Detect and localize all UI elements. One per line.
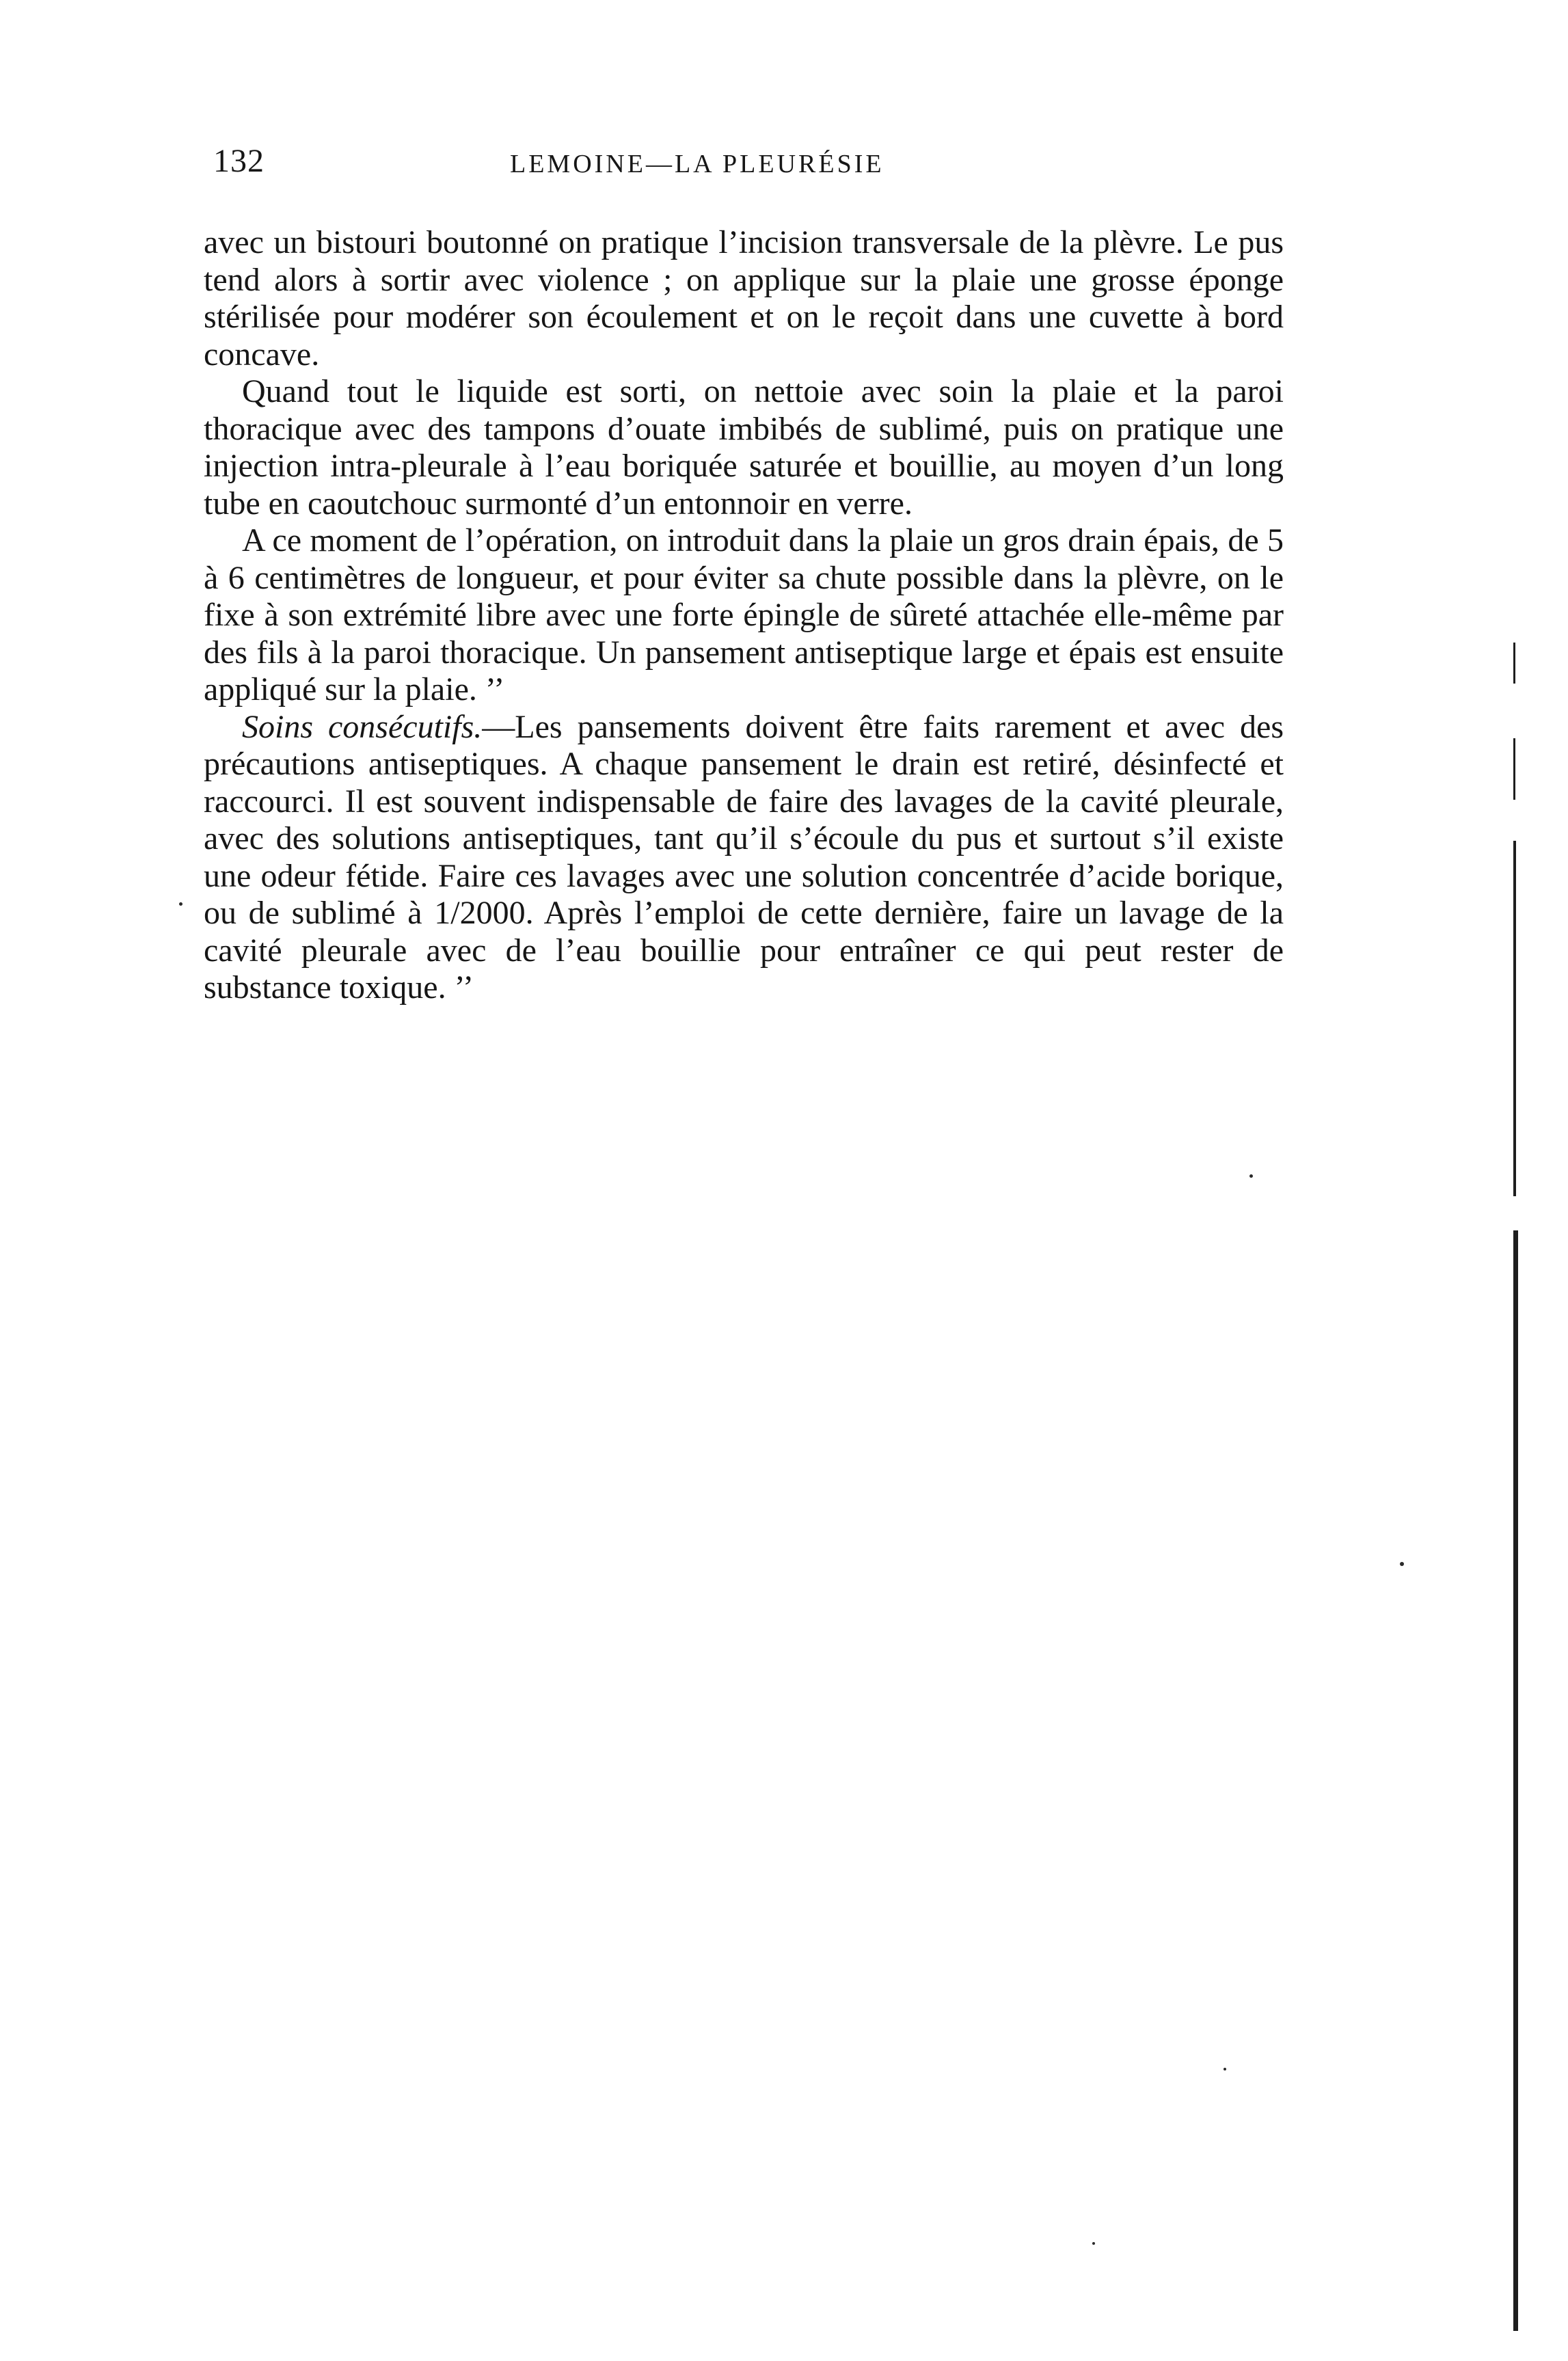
paragraph: A ce moment de l’opération, on introduit dans la plaie un gros drain épais, de 5 à 6 centimètres de longueur, et pour éviter sa chute possible dans la plèvre, on le fixe à son extrémité libre avec une forte épingle de sûreté attachée elle-même par des fils à la paroi thoracique. Un pansement antiseptique large et épais est ensuite appliqué sur la plaie. ’’ [204,522,1284,707]
paragraph-text: —Les pansements doivent être faits rarement et avec des précautions antiseptiques. A chaque pansement le drain est retiré, désinfecté et raccourci. Il est souvent indispensable de faire des lavages de la cavité pleurale, avec des solutions antiseptiques, tant qu’il s’écoule du pus et surtout s’il existe une odeur fétide. Faire ces lavages avec une solution concentrée d’acide borique, ou de sublimé à 1/2000. Après l’emploi de cette dernière, faire un lavage de la cavité pleurale avec de l’eau bouillie pour entraîner ce qui peut rester de substance toxique. ’’ [204,708,1284,1006]
scan-speck [1249,1174,1253,1178]
paragraph: avec un bistouri boutonné on pratique l’incision transversale de la plèvre. Le pus tend alors à sortir avec violence ; on applique sur la plaie une grosse éponge stérilisée pour modérer son écoulement et on le reçoit dans une cuvette à bord concave. [204,224,1284,373]
scan-edge-mark [1513,643,1515,684]
scan-speck [1400,1562,1404,1566]
running-head [204,142,1284,190]
scan-edge-mark [1513,1230,1518,2331]
scan-speck [179,902,183,906]
body-text [204,224,1284,1007]
scan-edge-mark [1513,738,1515,800]
section-lead-italic: Soins consécutifs. [242,708,483,745]
paragraph [204,709,1284,1007]
running-head-title: LEMOINE—LA PLEURÉSIE [510,150,884,178]
scan-speck [1224,2068,1226,2070]
paragraph: Quand tout le liquide est sorti, on nettoie avec soin la plaie et la paroi thoracique avec des tampons d’ouate imbibés de sublimé, puis on pratique une injection intra-pleurale à l’eau boriquée saturée et bouillie, au moyen d’un long tube en caoutchouc surmonté d’un entonnoir en verre. [204,373,1284,522]
page-number: 132 [213,143,265,179]
scan-edge-mark [1513,841,1516,1196]
scan-speck [1092,2242,1095,2245]
